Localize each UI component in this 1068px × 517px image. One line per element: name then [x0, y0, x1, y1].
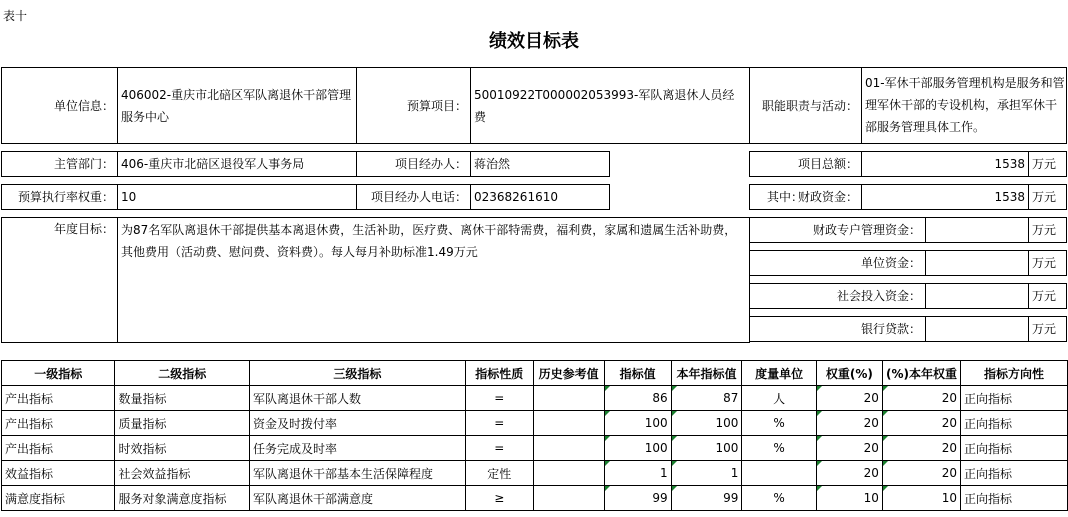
duty-value: 01-军休干部服务管理机构是服务和管理军休干部的专设机构，承担军休干部服务管理具体工作。 [865, 76, 1065, 134]
manager-label: 项目经办人： [394, 157, 467, 171]
col-header: 历史参考值 [533, 361, 604, 386]
cell-level1: 产出指标 [2, 436, 115, 461]
cell-history [533, 411, 604, 436]
table-row [2, 386, 1068, 411]
cell-value: 86 [604, 386, 671, 411]
social-unit-cell [1028, 283, 1067, 309]
cell-nature: 定性 [465, 461, 533, 486]
manager-value: 蒋治然 [474, 157, 511, 171]
cell-nature: = [465, 411, 533, 436]
loan-label-cell [749, 316, 926, 342]
dept-label-cell [1, 151, 118, 177]
col-header: 二级指标 [115, 361, 250, 386]
loan-unit-cell [1028, 316, 1067, 342]
total-unit: 万元 [1032, 157, 1057, 171]
budget-item-value-cell [470, 67, 750, 144]
fiscal-value: 1538 [994, 190, 1025, 204]
cell-weight: 20 [816, 461, 882, 486]
annual-value-cell [117, 217, 750, 343]
cell-level2: 时效指标 [115, 436, 250, 461]
cell-level3: 任务完成及时率 [249, 436, 465, 461]
table-number: 表十 [3, 9, 28, 23]
fiscal-value-cell [861, 184, 1029, 210]
cell-unit: % [742, 436, 817, 461]
cell-weight: 20 [816, 411, 882, 436]
table-row [2, 461, 1068, 486]
cell-level2: 社会效益指标 [115, 461, 250, 486]
table-row [2, 411, 1068, 436]
unit-label-cell [1, 67, 118, 144]
header-row [2, 361, 1068, 386]
cell-weight: 10 [816, 486, 882, 511]
total-label: 项目总额： [797, 157, 858, 171]
cell-level1: 产出指标 [2, 411, 115, 436]
cell-level3: 军队离退休干部基本生活保障程度 [249, 461, 465, 486]
dept-value-cell [117, 151, 357, 177]
duty-label-cell [749, 67, 862, 144]
special-label: 财政专户管理资金： [812, 223, 921, 237]
budget-item-value: 50010922T000002053993-军队离退休人员经费 [474, 88, 735, 124]
cell-level3: 军队离退休干部满意度 [249, 486, 465, 511]
cell-weight: 20 [816, 386, 882, 411]
cell-direction: 正向指标 [960, 411, 1067, 436]
duty-value-cell [861, 67, 1067, 144]
cell-unit: % [742, 411, 817, 436]
indicator-table [1, 360, 1068, 511]
unit-label: 单位信息： [53, 99, 114, 113]
special-label-cell [749, 217, 926, 243]
weight-label: 预算执行率权重： [17, 190, 114, 204]
cell-year-weight: 20 [882, 411, 960, 436]
cell-direction: 正向指标 [960, 436, 1067, 461]
special-unit-cell [1028, 217, 1067, 243]
cell-year-value: 87 [671, 386, 742, 411]
cell-level1: 效益指标 [2, 461, 115, 486]
dept-value: 406-重庆市北碚区退役军人事务局 [121, 157, 305, 171]
unit-value: 406002-重庆市北碚区军队离退休干部管理服务中心 [121, 88, 352, 124]
cell-level3: 军队离退休干部人数 [249, 386, 465, 411]
page-title: 绩效目标表 [489, 31, 579, 52]
cell-level1: 满意度指标 [2, 486, 115, 511]
social-unit: 万元 [1032, 289, 1057, 303]
cell-direction: 正向指标 [960, 386, 1067, 411]
manager-value-cell [470, 151, 610, 177]
total-label-cell [749, 151, 862, 177]
cell-year-value: 99 [671, 486, 742, 511]
cell-value: 100 [604, 436, 671, 461]
phone-value: 02368261610 [474, 190, 558, 204]
col-header: 指标方向性 [960, 361, 1067, 386]
cell-nature: = [465, 436, 533, 461]
total-value: 1538 [994, 157, 1025, 171]
cell-weight: 20 [816, 436, 882, 461]
annual-label: 年度目标： [53, 222, 114, 236]
cell-history [533, 436, 604, 461]
of-which-label: 其中： [766, 190, 803, 204]
unit-value-cell [117, 67, 357, 144]
fiscal-label: 财政资金： [797, 190, 858, 204]
cell-year-weight: 20 [882, 436, 960, 461]
weight-value: 10 [121, 190, 137, 204]
cell-level2: 服务对象满意度指标 [115, 486, 250, 511]
unitfund-label: 单位资金： [860, 256, 921, 270]
fiscal-label-cell [749, 184, 862, 210]
col-header: 权重(%) [816, 361, 882, 386]
cell-value: 99 [604, 486, 671, 511]
unitfund-value-cell [925, 250, 1029, 276]
loan-label: 银行贷款： [860, 322, 921, 336]
budget-item-label-cell [356, 67, 471, 144]
unitfund-unit: 万元 [1032, 256, 1057, 270]
cell-level2: 质量指标 [115, 411, 250, 436]
social-label: 社会投入资金： [836, 289, 921, 303]
cell-year-weight: 20 [882, 461, 960, 486]
phone-label-cell [356, 184, 471, 210]
col-header: 三级指标 [249, 361, 465, 386]
weight-label-cell [1, 184, 118, 210]
loan-unit: 万元 [1032, 322, 1057, 336]
cell-value: 100 [604, 411, 671, 436]
cell-history [533, 461, 604, 486]
annual-value: 为87名军队离退休干部提供基本离退休费，生活补助，医疗费、离休干部特需费，福利费，家属和遗属生活补助费，其他费用（活动费、慰问费、资料费）。每人每月补助标准1.49万元 [121, 223, 737, 259]
fiscal-unit-cell [1028, 184, 1067, 210]
special-value-cell [925, 217, 1029, 243]
cell-nature: = [465, 386, 533, 411]
cell-year-value: 100 [671, 411, 742, 436]
cell-nature: ≥ [465, 486, 533, 511]
cell-unit: 人 [742, 386, 817, 411]
col-header: 度量单位 [742, 361, 817, 386]
social-value-cell [925, 283, 1029, 309]
cell-year-value: 100 [671, 436, 742, 461]
annual-label-cell [1, 217, 118, 343]
phone-value-cell [470, 184, 610, 210]
phone-label: 项目经办人电话： [370, 190, 467, 204]
cell-year-weight: 20 [882, 386, 960, 411]
cell-level1: 产出指标 [2, 386, 115, 411]
cell-history [533, 386, 604, 411]
cell-direction: 正向指标 [960, 461, 1067, 486]
total-value-cell [861, 151, 1029, 177]
cell-level3: 资金及时拨付率 [249, 411, 465, 436]
col-header: 指标值 [604, 361, 671, 386]
col-header: 本年权重(%) [882, 361, 960, 386]
cell-year-weight: 10 [882, 486, 960, 511]
col-header: 本年指标值 [671, 361, 742, 386]
unitfund-label-cell [749, 250, 926, 276]
cell-history [533, 486, 604, 511]
cell-value: 1 [604, 461, 671, 486]
table-row [2, 486, 1068, 511]
special-unit: 万元 [1032, 223, 1057, 237]
unitfund-unit-cell [1028, 250, 1067, 276]
cell-unit: % [742, 486, 817, 511]
loan-value-cell [925, 316, 1029, 342]
duty-label: 职能职责与活动： [761, 99, 858, 113]
cell-unit [742, 461, 817, 486]
manager-label-cell [356, 151, 471, 177]
col-header: 一级指标 [2, 361, 115, 386]
total-unit-cell [1028, 151, 1067, 177]
cell-year-value: 1 [671, 461, 742, 486]
budget-item-label: 预算项目： [406, 99, 467, 113]
fiscal-unit: 万元 [1032, 190, 1057, 204]
dept-label: 主管部门： [53, 157, 114, 171]
col-header: 指标性质 [465, 361, 533, 386]
table-row [2, 436, 1068, 461]
cell-level2: 数量指标 [115, 386, 250, 411]
cell-direction: 正向指标 [960, 486, 1067, 511]
weight-value-cell [117, 184, 357, 210]
social-label-cell [749, 283, 926, 309]
